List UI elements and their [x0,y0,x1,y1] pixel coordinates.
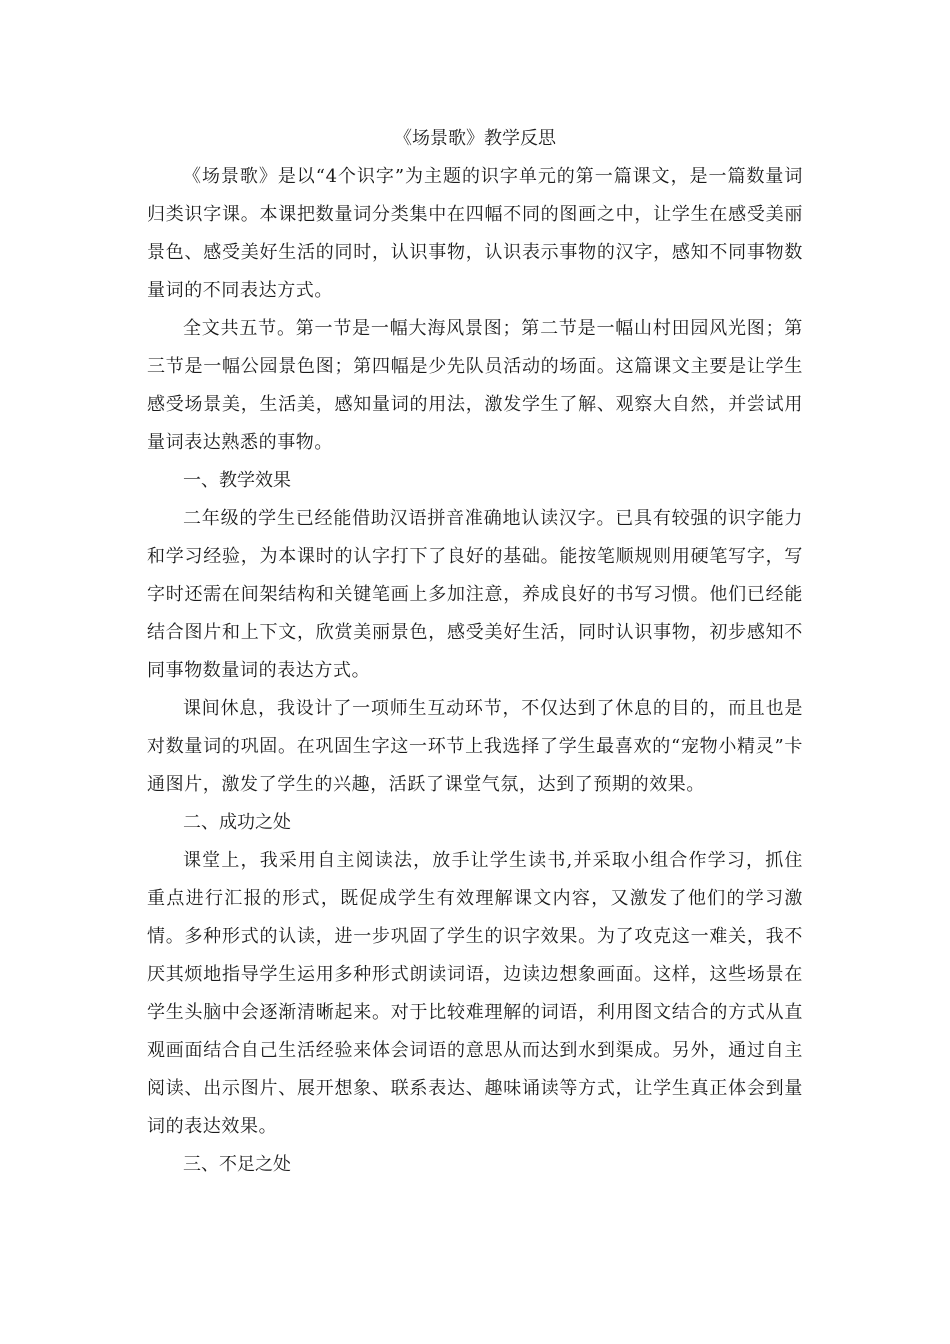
intro-paragraph-2: 全文共五节。第一节是一幅大海风景图；第二节是一幅山村田园风光图；第三节是一幅公园景色图；第四幅是少先队员活动的场面。这篇课文主要是让学生感受场景美，生活美，感知量词的用法，激发学生了解、观察大自然，并尝试用量词表达熟悉的事物。 [147,318,803,453]
section2-paragraph-1: 课堂上，我采用自主阅读法，放手让学生读书,并采取小组合作学习，抓住重点进行汇报的形式，既促成学生有效理解课文内容，又激发了他们的学习激情。多种形式的认读，进一步巩固了学生的识字效果。为了攻克这一难关，我不厌其烦地指导学生运用多种形式朗读词语，边读边想象画面。这样，这些场景在学生头脑中会逐渐清晰起来。对于比较难理解的词语，利用图文结合的方式从直观画面结合自己生活经验来体会词语的意思从而达到水到渠成。另外，通过自主阅读、出示图片、展开想象、联系表达、趣味诵读等方式，让学生真正体会到量词的表达效果。 [147,850,803,1137]
intro-paragraph-1: 《场景歌》是以“4个识字”为主题的识字单元的第一篇课文，是一篇数量词归类识字课。本课把数量词分类集中在四幅不同的图画之中，让学生在感受美丽景色、感受美好生活的同时，认识事物，认识表示事物的汉字，感知不同事物数量词的不同表达方式。 [147,166,803,301]
section1-paragraph-2: 课间休息，我设计了一项师生互动环节，不仅达到了休息的目的，而且也是对数量词的巩固。在巩固生字这一环节上我选择了学生最喜欢的“宠物小精灵”卡通图片，激发了学生的兴趣，活跃了课堂气氛，达到了预期的效果。 [147,698,803,795]
document-title: 《场景歌》教学反思 [394,128,556,149]
section-heading-teaching-effect: 一、教学效果 [183,470,291,491]
section-heading-shortcomings: 三、不足之处 [183,1154,291,1175]
document-body [147,120,803,1184]
section-heading-successes: 二、成功之处 [183,812,291,833]
section1-paragraph-1: 二年级的学生已经能借助汉语拼音准确地认读汉字。已具有较强的识字能力和学习经验，为本课时的认字打下了良好的基础。能按笔顺规则用硬笔写字，写字时还需在间架结构和关键笔画上多加注意，养成良好的书写习惯。他们已经能结合图片和上下文，欣赏美丽景色，感受美好生活，同时认识事物，初步感知不同事物数量词的表达方式。 [147,508,803,681]
